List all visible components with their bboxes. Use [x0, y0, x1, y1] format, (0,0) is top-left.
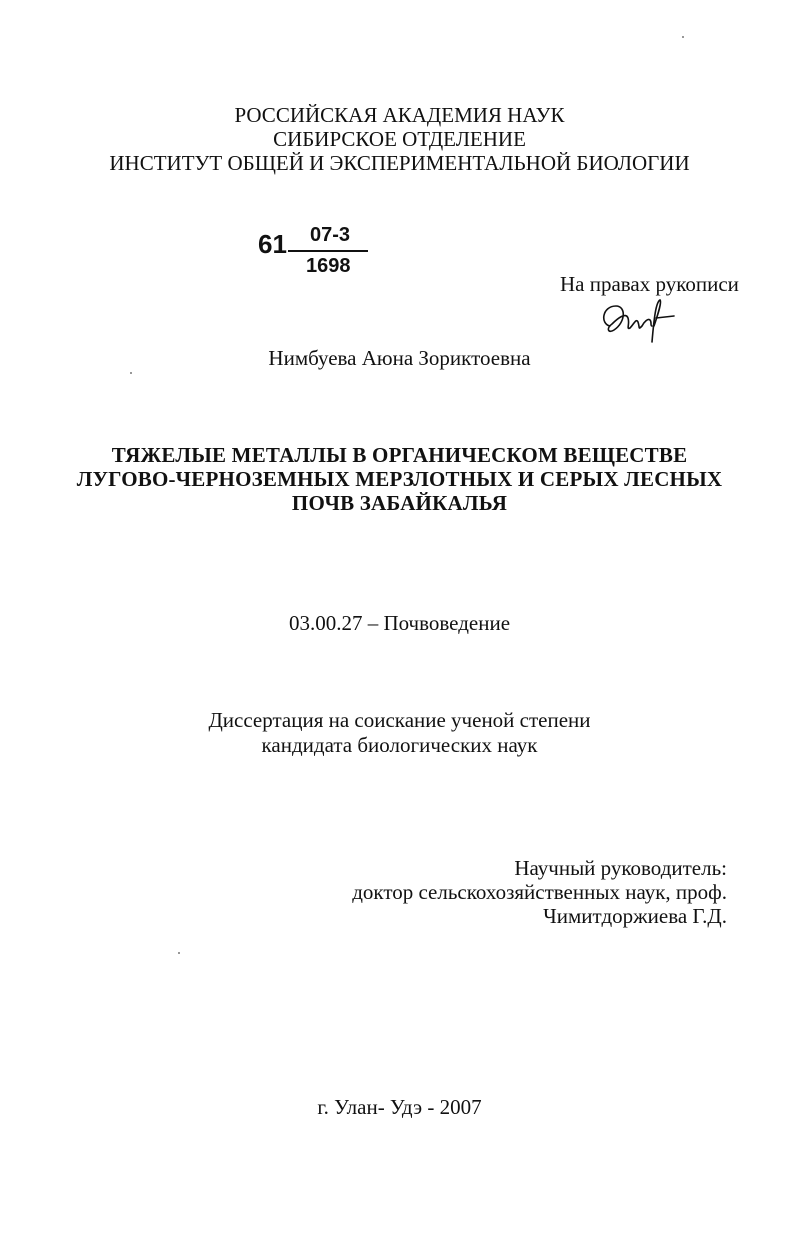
scan-speck	[682, 36, 684, 38]
institution-line-1: РОССИЙСКАЯ АКАДЕМИЯ НАУК	[234, 103, 565, 127]
supervisor-title: доктор сельскохозяйственных наук, проф.	[352, 880, 727, 904]
institution-line-2: СИБИРСКОЕ ОТДЕЛЕНИЕ	[273, 127, 526, 151]
library-code-numerator: 07-3	[310, 224, 351, 246]
institution-line-3: ИНСТИТУТ ОБЩЕЙ И ЭКСПЕРИМЕНТАЛЬНОЙ БИОЛОГИИ	[109, 151, 690, 175]
degree-line-1: Диссертация на соискание ученой степени	[208, 708, 591, 732]
library-code-prefix: 61	[258, 229, 287, 259]
scan-speck	[130, 372, 132, 374]
degree-line-2: кандидата биологических наук	[261, 733, 538, 757]
fraction-bar	[288, 250, 368, 252]
library-code-denominator: 1698	[306, 255, 351, 277]
supervisor-label: Научный руководитель:	[514, 856, 727, 880]
manuscript-rights: На правах рукописи	[560, 272, 739, 296]
author-signature	[596, 296, 680, 344]
city-year: г. Улан- Удэ - 2007	[317, 1095, 482, 1119]
title-line-3: ПОЧВ ЗАБАЙКАЛЬЯ	[291, 491, 508, 515]
specialty: 03.00.27 – Почвоведение	[288, 611, 511, 635]
scan-speck	[178, 952, 180, 954]
author-name: Нимбуева Аюна Зориктоевна	[268, 346, 531, 370]
title-line-2: ЛУГОВО-ЧЕРНОЗЕМНЫХ МЕРЗЛОТНЫХ И СЕРЫХ ЛЕСНЫХ	[76, 467, 723, 491]
supervisor-name: Чимитдоржиева Г.Д.	[543, 904, 727, 928]
title-line-1: ТЯЖЕЛЫЕ МЕТАЛЛЫ В ОРГАНИЧЕСКОМ ВЕЩЕСТВЕ	[111, 443, 688, 467]
